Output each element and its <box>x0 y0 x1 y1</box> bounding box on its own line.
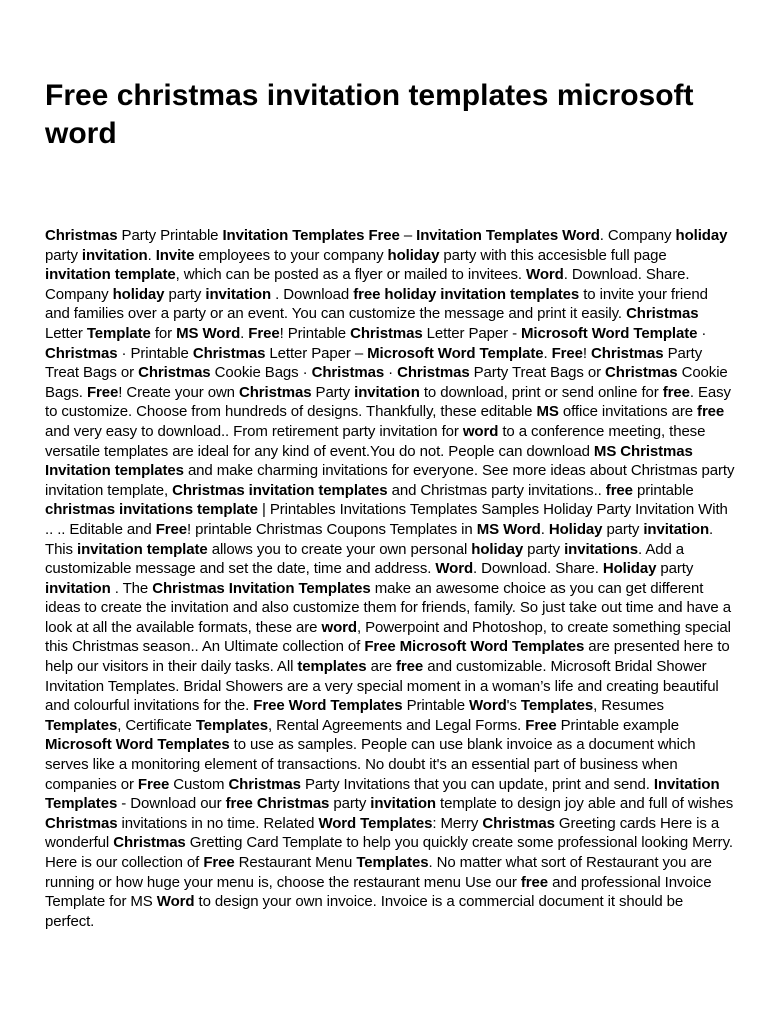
body-text-run: Cookie Bags. <box>45 364 728 401</box>
highlighted-keyword: invitation <box>643 520 710 538</box>
body-text-run: Custom <box>169 775 229 793</box>
body-text-run: to a conference meeting, these versatile templates are ideal for any kind of event.You do not. People can download <box>45 422 706 460</box>
body-text-run: . This <box>45 520 714 558</box>
body-text-run: for <box>150 324 177 342</box>
body-text-run: and Christmas party invitations.. <box>387 481 606 499</box>
highlighted-keyword: invitations <box>564 540 639 558</box>
body-text-run: Letter Paper - <box>422 324 522 342</box>
highlighted-keyword: templates <box>297 658 367 676</box>
highlighted-keyword: Templates <box>195 716 268 734</box>
body-text-run: to design your own invoice. Invoice is a commercial document it should be perfect. <box>45 893 684 930</box>
highlighted-keyword: Christmas <box>311 364 385 382</box>
body-text-run: . Download. Share. Company <box>45 266 690 303</box>
body-text-run: : Merry <box>432 814 483 832</box>
body-text-run: . Company <box>599 227 676 244</box>
highlighted-keyword: holiday <box>387 246 440 264</box>
highlighted-keyword: Free Word Templates <box>253 697 403 715</box>
body-text-run: Printable example <box>556 716 680 734</box>
body-text-run: Greeting cards Here is a wonderful <box>45 814 720 852</box>
highlighted-keyword: Microsoft Word Template <box>521 324 698 342</box>
highlighted-keyword: Christmas <box>45 344 118 362</box>
body-text-run: | Printables Invitations Templates Samples Holiday Party Invitation With .. .. Editable and <box>45 501 728 538</box>
highlighted-keyword: word <box>462 422 499 440</box>
body-text-run: ! printable Christmas Coupons Templates in <box>186 520 477 538</box>
body-text-run: party with this accesisble full page <box>439 246 667 264</box>
body-text-run: ! Create your own <box>118 383 239 401</box>
body-text-run: to download, print or send online for <box>419 383 663 401</box>
body-text-run: · <box>697 324 707 342</box>
body-text-run: · Printable <box>117 344 193 362</box>
highlighted-keyword: Holiday <box>602 560 657 578</box>
highlighted-keyword: Template <box>86 324 151 342</box>
highlighted-keyword: Christmas <box>626 305 699 323</box>
page-title: Free christmas invitation templates microsoft word <box>45 79 694 150</box>
body-text-run: Cookie Bags · <box>210 364 312 382</box>
body-text-run: are <box>366 658 397 676</box>
highlighted-keyword: Invite <box>155 246 195 264</box>
highlighted-keyword: Templates <box>520 697 594 715</box>
highlighted-keyword: invitation <box>45 579 111 597</box>
body-text-run: make an awesome choice as you can get different ideas to create the invitation and also customize them for friends, family. So just take out time and have a look at all the available formats, these are <box>45 579 731 636</box>
highlighted-keyword: Invitation Templates <box>45 775 720 813</box>
body-text-run: party <box>523 540 565 558</box>
highlighted-keyword: Free <box>248 324 280 342</box>
highlighted-keyword: Free <box>203 854 235 871</box>
highlighted-keyword: Word Templates <box>318 814 433 832</box>
highlighted-keyword: Word <box>469 697 507 715</box>
highlighted-keyword: free holiday invitation templates <box>353 285 580 303</box>
highlighted-keyword: invitation <box>81 246 148 264</box>
body-text-run: . Download. Share. <box>473 560 603 578</box>
highlighted-keyword: Christmas <box>45 227 118 244</box>
body-text-run: . <box>240 324 249 342</box>
highlighted-keyword: Word <box>156 893 195 911</box>
body-paragraph <box>45 226 735 931</box>
body-text-run: 's <box>506 697 521 715</box>
highlighted-keyword: Microsoft Word Template <box>367 344 544 362</box>
body-text-run: . <box>147 246 156 264</box>
body-text-run: Restaurant Menu <box>234 854 357 871</box>
highlighted-keyword: Word <box>435 560 474 578</box>
body-text-run: – <box>399 227 417 244</box>
body-text-run: . <box>543 344 552 362</box>
body-text-run: allows you to create your own personal <box>207 540 472 558</box>
body-text-run: . Easy to customize. Choose from hundreds of designs. Thankfully, these editable <box>45 383 731 421</box>
body-text-run: Party Invitations that you can update, print and send. <box>300 775 654 793</box>
highlighted-keyword: Word <box>526 266 564 284</box>
highlighted-keyword: Christmas <box>138 364 211 382</box>
body-text-run: Party <box>311 383 355 401</box>
highlighted-keyword: Free <box>155 520 187 538</box>
highlighted-keyword: Christmas <box>113 834 186 852</box>
body-text-run: . The <box>110 579 153 597</box>
highlighted-keyword: free Christmas <box>225 795 330 813</box>
body-text-run: party <box>45 246 82 264</box>
body-text-run: party <box>164 285 206 303</box>
body-text-run: and very easy to download.. From retirement party invitation for <box>45 422 463 440</box>
body-text-run: ! <box>582 344 592 362</box>
body-text-run: , which can be posted as a flyer or mailed to invitees. <box>175 266 527 284</box>
highlighted-keyword: Free <box>551 344 583 362</box>
body-text-run: ! Printable <box>279 324 351 342</box>
highlighted-keyword: MS Christmas Invitation templates <box>45 442 693 480</box>
highlighted-keyword: Templates <box>45 716 118 734</box>
highlighted-keyword: Free Microsoft Word Templates <box>364 638 585 656</box>
highlighted-keyword: Christmas <box>397 364 470 382</box>
body-text-run: and professional Invoice Template for MS <box>45 873 712 911</box>
body-text-run: . No matter what sort of Restaurant you are running or how huge your menu is, choose the restaurant menu Use our <box>45 854 712 891</box>
body-text-run: , Resumes <box>593 697 664 715</box>
body-text-run: party <box>329 795 371 813</box>
highlighted-keyword: MS Word <box>476 520 541 538</box>
highlighted-keyword: MS <box>536 403 559 421</box>
body-text-run: party <box>602 520 644 538</box>
body-text-run: to use as samples. People can use blank invoice as a document which serves like a monitoring element of transactions. No doubt it's an essential part of business when companies or <box>45 736 696 793</box>
highlighted-keyword: free <box>396 658 424 676</box>
highlighted-keyword: free <box>662 383 690 401</box>
highlighted-keyword: Christmas <box>239 383 312 401</box>
highlighted-keyword: Christmas <box>482 814 555 832</box>
highlighted-keyword: Christmas <box>591 344 664 362</box>
highlighted-keyword: Free <box>525 716 557 734</box>
highlighted-keyword: invitation template <box>45 266 176 284</box>
body-text-run: office invitations are <box>558 403 698 421</box>
body-text-run: . Download <box>271 285 354 303</box>
highlighted-keyword: free <box>520 873 549 891</box>
highlighted-keyword: Christmas <box>228 775 301 793</box>
highlighted-keyword: Free <box>137 775 170 793</box>
body-text-run: are presented here to help our visitors in their daily tasks. All <box>45 638 730 676</box>
body-text-run: employees to your company <box>194 246 388 264</box>
body-text-run: Party Treat Bags or <box>45 344 703 382</box>
highlighted-keyword: holiday <box>112 285 165 303</box>
highlighted-keyword: Christmas <box>350 324 423 342</box>
highlighted-keyword: free <box>697 403 725 421</box>
highlighted-keyword: holiday <box>675 227 728 244</box>
highlighted-keyword: MS Word <box>176 324 241 342</box>
highlighted-keyword: Invitation Templates Word <box>416 227 600 244</box>
highlighted-keyword: Invitation Templates Free <box>222 227 400 244</box>
body-text-run: · <box>384 364 398 382</box>
body-text-run: . Add a customizable message and set the date, time and address. <box>45 540 685 578</box>
highlighted-keyword: Holiday <box>548 520 603 538</box>
body-text-run: Party Treat Bags or <box>469 364 606 382</box>
highlighted-keyword: Christmas Invitation Templates <box>152 579 371 597</box>
highlighted-keyword: word <box>321 618 357 636</box>
highlighted-keyword: invitation <box>370 795 436 813</box>
highlighted-keyword: Christmas invitation templates <box>172 481 388 499</box>
body-text-run: to invite your friend and families over a party or an event. You can customize the message and print it easily. <box>45 285 708 323</box>
body-text-run: and make charming invitations for everyone. See more ideas about Christmas party invitation template, <box>45 462 735 499</box>
body-text-run: printable <box>632 481 694 499</box>
body-text-run: , Certificate <box>117 716 196 734</box>
highlighted-keyword: invitation <box>205 285 272 303</box>
body-text-run: . <box>540 520 549 538</box>
body-text-run: template to design joy able and full of wishes <box>435 795 734 813</box>
body-text-run: party <box>656 560 694 578</box>
highlighted-keyword: Christmas <box>45 814 118 832</box>
highlighted-keyword: Microsoft Word Templates <box>45 736 230 754</box>
body-text-run: Printable <box>402 697 469 715</box>
highlighted-keyword: holiday <box>471 540 524 558</box>
body-text-run: , Powerpoint and Photoshop, to create something special this Christmas season.. An Ultimate collection of <box>45 618 731 656</box>
body-text-run: invitations in no time. Related <box>117 814 319 832</box>
body-text-run: - Download our <box>117 795 226 813</box>
body-text-run: and customizable. Microsoft Bridal Shower Invitation Templates. Bridal Showers are a very special moment in a woman’s life and creating beautiful and colourful invitations for the. <box>45 658 719 715</box>
body-text-run: Letter <box>45 324 87 342</box>
highlighted-keyword: Templates <box>356 854 429 871</box>
body-text-run: , Rental Agreements and Legal Forms. <box>268 716 526 734</box>
highlighted-keyword: invitation <box>354 383 420 401</box>
highlighted-keyword: Christmas <box>605 364 678 382</box>
body-text-run: Letter Paper – <box>265 344 368 362</box>
highlighted-keyword: free <box>605 481 633 499</box>
highlighted-keyword: christmas invitations template <box>45 501 258 519</box>
highlighted-keyword: Christmas <box>192 344 266 362</box>
highlighted-keyword: invitation template <box>77 540 208 558</box>
highlighted-keyword: Free <box>86 383 119 401</box>
body-text-run: Gretting Card Template to help you quickly create some professional looking Merry. Here is our collection of <box>45 834 733 871</box>
body-text-run: Party Printable <box>117 227 223 244</box>
